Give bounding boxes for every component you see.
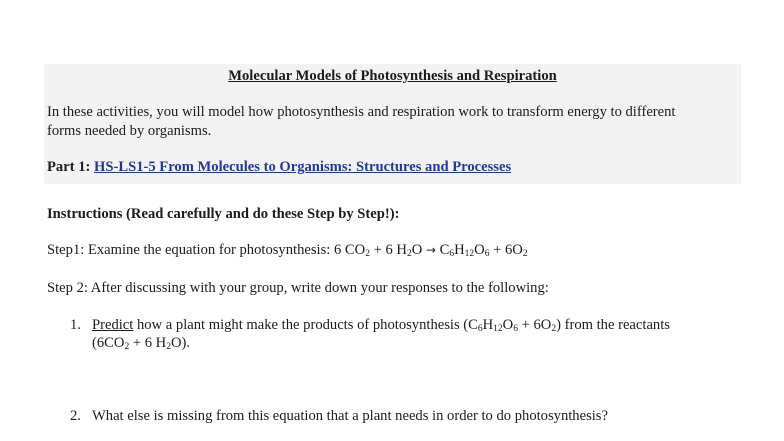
page-title: Molecular Models of Photosynthesis and Respiration	[228, 68, 557, 84]
subscript: 12	[464, 249, 475, 259]
step2-text: Step 2: After discussing with your group, write down your responses to the following:	[47, 280, 549, 296]
subscript: 2	[365, 249, 370, 259]
part1-standard-link[interactable]: HS-LS1-5 From Molecules to Organisms: Structures and Processes	[94, 159, 512, 175]
q1-part: O).	[170, 335, 191, 351]
subscript: 12	[493, 324, 503, 334]
question-1-line-1	[92, 316, 670, 334]
question-2-text: What else is missing from this equation that a plant needs in order to do photosynthesis?	[92, 408, 608, 424]
q1-part: + 6 H	[129, 335, 167, 351]
q1-part: how a plant might make the products of photosynthesis (C	[133, 317, 478, 333]
step1-part: C	[435, 242, 450, 258]
q1-part: O	[502, 317, 514, 333]
q1-part: + 6O	[517, 317, 552, 333]
subscript: 6	[477, 324, 483, 334]
step1-text	[47, 241, 528, 259]
subscript: 6	[449, 249, 455, 259]
q1-part: ) from the reactants	[556, 317, 670, 333]
subscript: 2	[551, 324, 557, 334]
instructions-heading: Instructions (Read carefully and do these Step by Step!):	[47, 206, 400, 222]
intro-line-1: In these activities, you will model how photosynthesis and respiration work to transform energy to different	[47, 104, 676, 120]
part1-label: Part 1:	[47, 159, 91, 175]
question-1-line-2	[92, 334, 190, 352]
question-2-number: 2.	[70, 408, 81, 424]
q1-part: H	[482, 317, 494, 333]
arrow-right-icon: →	[425, 243, 436, 257]
subscript: 2	[124, 342, 130, 352]
subscript: 2	[166, 342, 171, 352]
subscript: 6	[513, 324, 518, 334]
intro-line-2: forms needed by organisms.	[47, 123, 212, 139]
step1-part: H	[454, 242, 465, 258]
step1-part: + 6 H	[369, 242, 407, 258]
step1-part: + 6O	[489, 242, 523, 258]
q1-part: (6CO	[92, 335, 125, 351]
subscript: 6	[484, 249, 490, 259]
subscript: 2	[522, 249, 528, 259]
predict-verb: Predict	[92, 317, 134, 333]
step1-part: O	[411, 242, 426, 258]
step1-prefix: Step1: Examine the equation for photosynthesis: 6 CO	[47, 242, 366, 258]
part1-heading	[47, 158, 511, 176]
question-1-number: 1.	[70, 317, 81, 333]
step1-part: O	[474, 242, 485, 258]
subscript: 2	[406, 249, 412, 259]
